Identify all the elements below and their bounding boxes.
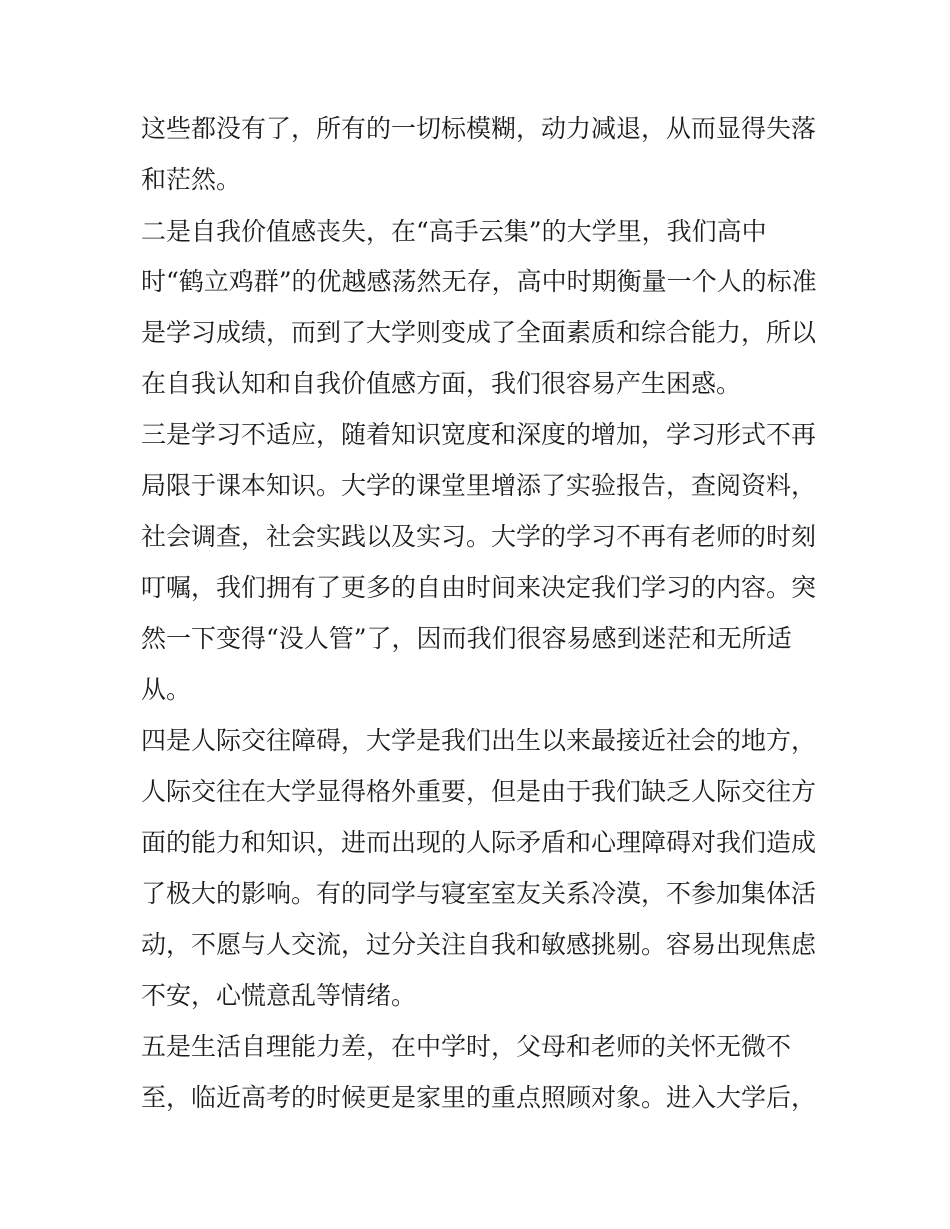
text-line: 五是生活自理能力差，在中学时，父母和老师的关怀无微不 [141, 1032, 792, 1061]
text-line: 时“鹤立鸡群”的优越感荡然无存，高中时期衡量一个人的标准 [141, 267, 817, 296]
text-line: 社会调查，社会实践以及实习。大学的学习不再有老师的时刻 [141, 522, 817, 551]
text-line: 人际交往在大学显得格外重要，但是由于我们缺乏人际交往方 [141, 777, 817, 806]
text-line: 二是自我价值感丧失，在“高手云集”的大学里，我们高中 [141, 217, 767, 246]
text-line: 了极大的影响。有的同学与寝室室友关系冷漠，不参加集体活 [141, 879, 817, 908]
text-line: 然一下变得“没人管”了，因而我们很容易感到迷茫和无所适 [141, 624, 792, 653]
text-line: 动，不愿与人交流，过分关注自我和敏感挑剔。容易出现焦虑 [141, 930, 817, 959]
text-line: 是学习成绩，而到了大学则变成了全面素质和综合能力，所以 [141, 318, 817, 347]
text-line: 面的能力和知识，进而出现的人际矛盾和心理障碍对我们造成 [141, 828, 817, 857]
text-line: 局限于课本知识。大学的课堂里增添了实验报告，查阅资料， [141, 471, 817, 500]
text-line: 叮嘱，我们拥有了更多的自由时间来决定我们学习的内容。突 [141, 573, 817, 602]
text-line: 至，临近高考的时候更是家里的重点照顾对象。进入大学后， [141, 1083, 817, 1112]
text-line: 和茫然。 [141, 165, 242, 194]
text-line: 这些都没有了，所有的一切标模糊，动力减退，从而显得失落 [141, 114, 817, 143]
text-line: 三是学习不适应，随着知识宽度和深度的增加，学习形式不再 [141, 420, 817, 449]
text-line: 在自我认知和自我价值感方面，我们很容易产生困惑。 [141, 369, 742, 398]
text-line: 不安，心慌意乱等情绪。 [141, 981, 417, 1010]
text-line: 四是人际交往障碍，大学是我们出生以来最接近社会的地方， [141, 726, 817, 755]
text-line: 从。 [141, 675, 192, 704]
